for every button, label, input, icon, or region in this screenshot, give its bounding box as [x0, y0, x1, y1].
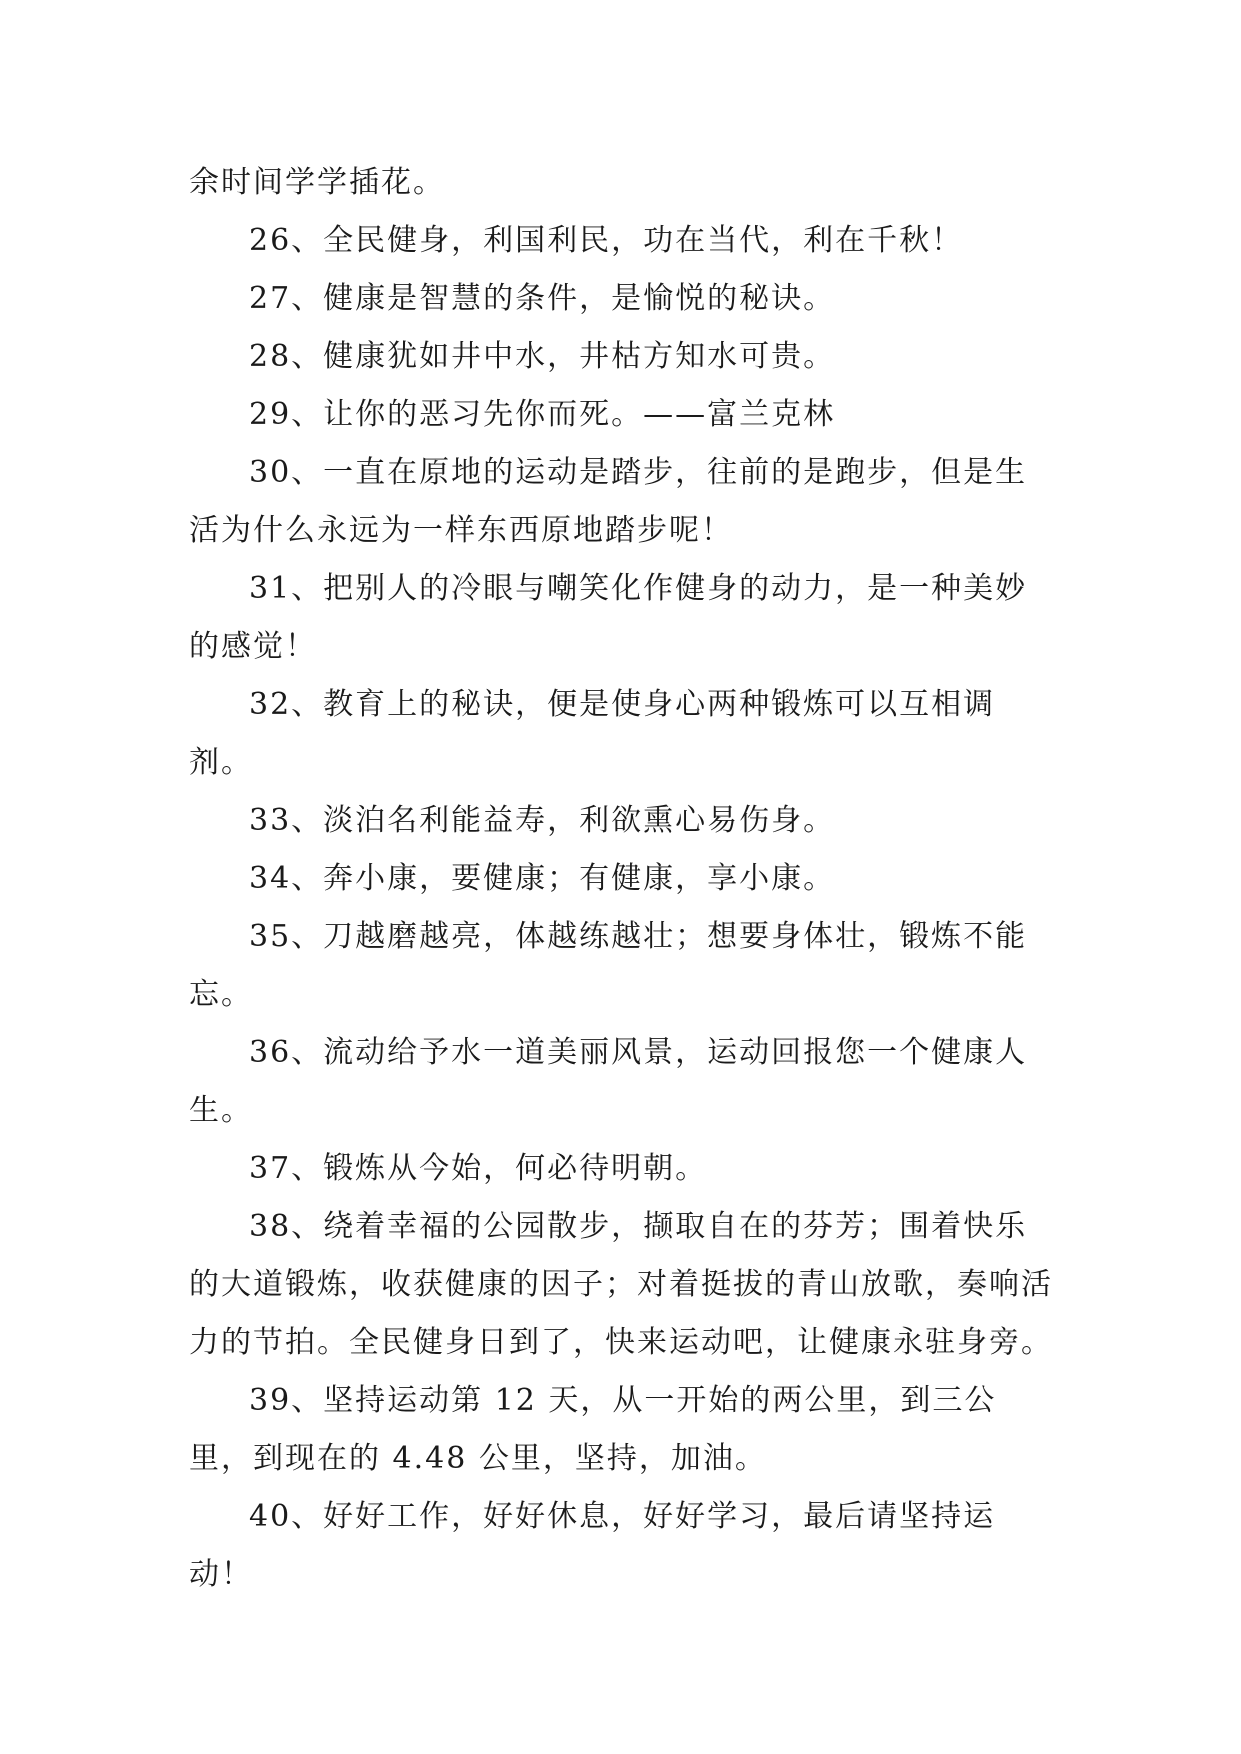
- paragraph-32: 32、教育上的秘诀，便是使身心两种锻炼可以互相调剂。: [189, 687, 996, 780]
- paragraph-39: 39、坚持运动第 12 天，从一开始的两公里，到三公里，到现在的 4.48 公里，坚持，加油。: [189, 1383, 997, 1476]
- paragraph-38: 38、绕着幸福的公园散步，撷取自在的芬芳；围着快乐的大道锻炼，收获健康的因子；对着挺拔的青山放歌，奏响活力的节拍。全民健身日到了，快来运动吧，让健康永驻身旁。: [189, 1209, 1053, 1360]
- paragraph-40: 40、好好工作，好好休息，好好学习，最后请坚持运动！: [189, 1499, 996, 1592]
- paragraph-36: 36、流动给予水一道美丽风景，运动回报您一个健康人生。: [189, 1035, 1028, 1128]
- paragraph-30: 30、一直在原地的运动是踏步，往前的是跑步，但是生活为什么永远为一样东西原地踏步呢！: [189, 455, 1028, 548]
- paragraph-31: 31、把别人的冷眼与嘲笑化作健身的动力，是一种美妙的感觉！: [189, 571, 1028, 664]
- paragraph-37: 37、锻炼从今始，何必待明朝。: [249, 1151, 708, 1186]
- paragraph-34: 34、奔小康，要健康；有健康，享小康。: [249, 861, 836, 896]
- paragraph-33: 33、淡泊名利能益寿，利欲熏心易伤身。: [249, 803, 836, 838]
- paragraph-29: 29、让你的恶习先你而死。——富兰克林: [249, 397, 836, 432]
- document-body: [189, 154, 1059, 1604]
- paragraph-26: 26、全民健身，利国利民，功在当代，利在千秋！: [249, 223, 964, 258]
- paragraph-continued: 余时间学学插花。: [189, 165, 445, 200]
- paragraph-27: 27、健康是智慧的条件，是愉悦的秘诀。: [249, 281, 836, 316]
- paragraph-28: 28、健康犹如井中水，井枯方知水可贵。: [249, 339, 836, 374]
- paragraph-35: 35、刀越磨越亮，体越练越壮；想要身体壮，锻炼不能忘。: [189, 919, 1028, 1012]
